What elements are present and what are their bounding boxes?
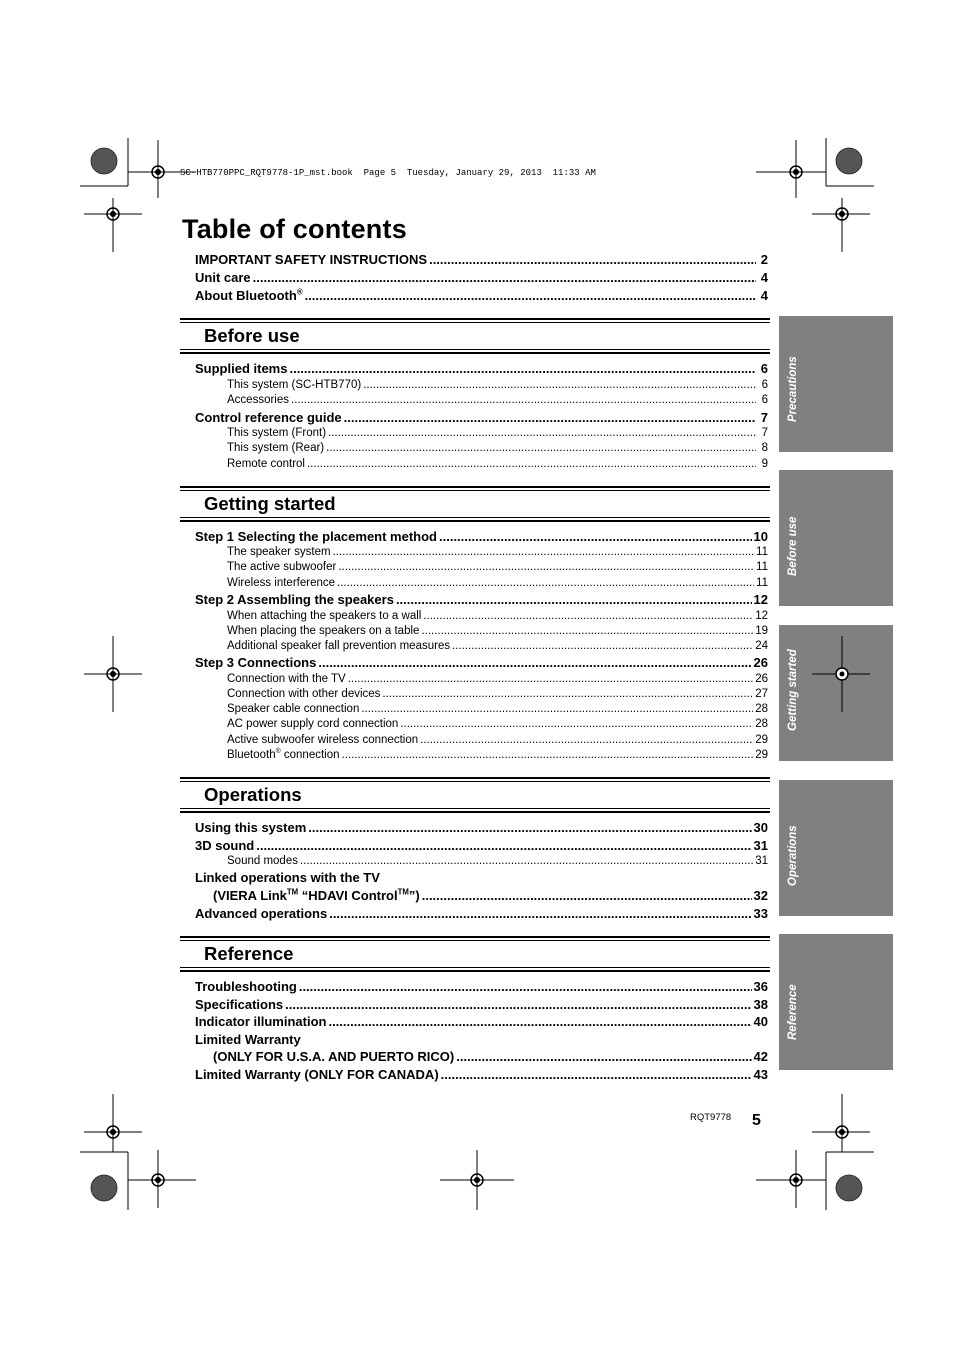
toc-entry[interactable]: Control reference guide ..... 7 bbox=[195, 410, 768, 425]
toc-entry-continued[interactable]: (VIERA Link™ “HDAVI Control™”) ..... 32 bbox=[213, 888, 768, 903]
toc-entry[interactable]: Specifications ..... 38 bbox=[195, 997, 768, 1012]
side-tab-reference[interactable]: Reference bbox=[779, 934, 893, 1070]
document-code: RQT9778 bbox=[690, 1112, 732, 1123]
toc-subentry[interactable]: Remote control ..... 9 bbox=[227, 458, 768, 470]
toc-entry[interactable]: Troubleshooting ..... 36 bbox=[195, 979, 768, 994]
toc-entry[interactable]: Unit care ..... 4 bbox=[195, 270, 768, 285]
toc-subentry[interactable]: Connection with the TV ..... 26 bbox=[227, 673, 768, 685]
section-title: Operations bbox=[204, 784, 302, 805]
side-tab-before-use[interactable]: Before use bbox=[779, 470, 893, 606]
toc-entry-continued[interactable]: (ONLY FOR U.S.A. AND PUERTO RICO) ..... 42 bbox=[213, 1049, 768, 1064]
toc-entry[interactable]: About Bluetooth® ..... 4 bbox=[195, 288, 768, 303]
print-header-line: SC-HTB770PPC_RQT9778-1P_mst.book Page 5 Tuesday, January 29, 2013 11:33 AM bbox=[180, 168, 596, 178]
side-tab-getting-started[interactable]: Getting started bbox=[779, 625, 893, 761]
toc-subentry[interactable]: Bluetooth® connection ..... 29 bbox=[227, 749, 768, 761]
toc-subentry[interactable]: This system (Rear) ..... 8 bbox=[227, 442, 768, 454]
toc-subentry[interactable]: AC power supply cord connection ..... 28 bbox=[227, 718, 768, 730]
toc-subentry[interactable]: The speaker system ..... 11 bbox=[227, 546, 768, 558]
toc-entry[interactable]: Step 1 Selecting the placement method ..... 10 bbox=[195, 529, 768, 544]
toc-entry[interactable]: Step 3 Connections ..... 26 bbox=[195, 655, 768, 670]
toc-subentry[interactable]: Wireless interference ..... 11 bbox=[227, 577, 768, 589]
toc-subentry[interactable]: Connection with other devices ..... 27 bbox=[227, 688, 768, 700]
toc-subentry[interactable]: Additional speaker fall prevention measures ..... 24 bbox=[227, 640, 768, 652]
side-tab-operations[interactable]: Operations bbox=[779, 780, 893, 916]
toc-entry[interactable]: Using this system ..... 30 bbox=[195, 820, 768, 835]
page-title: Table of contents bbox=[182, 214, 407, 244]
toc-entry[interactable]: Advanced operations ..... 33 bbox=[195, 906, 768, 921]
toc-entry[interactable]: Limited Warranty bbox=[195, 1032, 301, 1047]
toc-entry[interactable]: 3D sound ..... 31 bbox=[195, 838, 768, 853]
page-number: 5 bbox=[752, 1112, 761, 1129]
toc-subentry[interactable]: When attaching the speakers to a wall ..... 12 bbox=[227, 610, 768, 622]
toc-subentry[interactable]: The active subwoofer ..... 11 bbox=[227, 561, 768, 573]
toc-subentry[interactable]: Accessories ..... 6 bbox=[227, 394, 768, 406]
section-title: Before use bbox=[204, 325, 300, 346]
side-tab-precautions[interactable]: Precautions bbox=[779, 316, 893, 452]
toc-entry[interactable]: Supplied items ..... 6 bbox=[195, 361, 768, 376]
toc-subentry[interactable]: Speaker cable connection ..... 28 bbox=[227, 703, 768, 715]
toc-entry[interactable]: Indicator illumination ..... 40 bbox=[195, 1014, 768, 1029]
toc-subentry[interactable]: When placing the speakers on a table ..... 19 bbox=[227, 625, 768, 637]
toc-subentry[interactable]: This system (Front) ..... 7 bbox=[227, 427, 768, 439]
toc-entry[interactable]: IMPORTANT SAFETY INSTRUCTIONS ..... 2 bbox=[195, 252, 768, 267]
toc-subentry[interactable]: Sound modes ..... 31 bbox=[227, 855, 768, 867]
toc-entry[interactable]: Limited Warranty (ONLY FOR CANADA) ..... 43 bbox=[195, 1067, 768, 1082]
toc-entry[interactable]: Linked operations with the TV bbox=[195, 870, 380, 885]
toc-subentry[interactable]: Active subwoofer wireless connection ..... 29 bbox=[227, 734, 768, 746]
toc-entry[interactable]: Step 2 Assembling the speakers ..... 12 bbox=[195, 592, 768, 607]
section-title: Reference bbox=[204, 943, 294, 964]
section-title: Getting started bbox=[204, 493, 336, 514]
toc-subentry[interactable]: This system (SC-HTB770) ..... 6 bbox=[227, 379, 768, 391]
